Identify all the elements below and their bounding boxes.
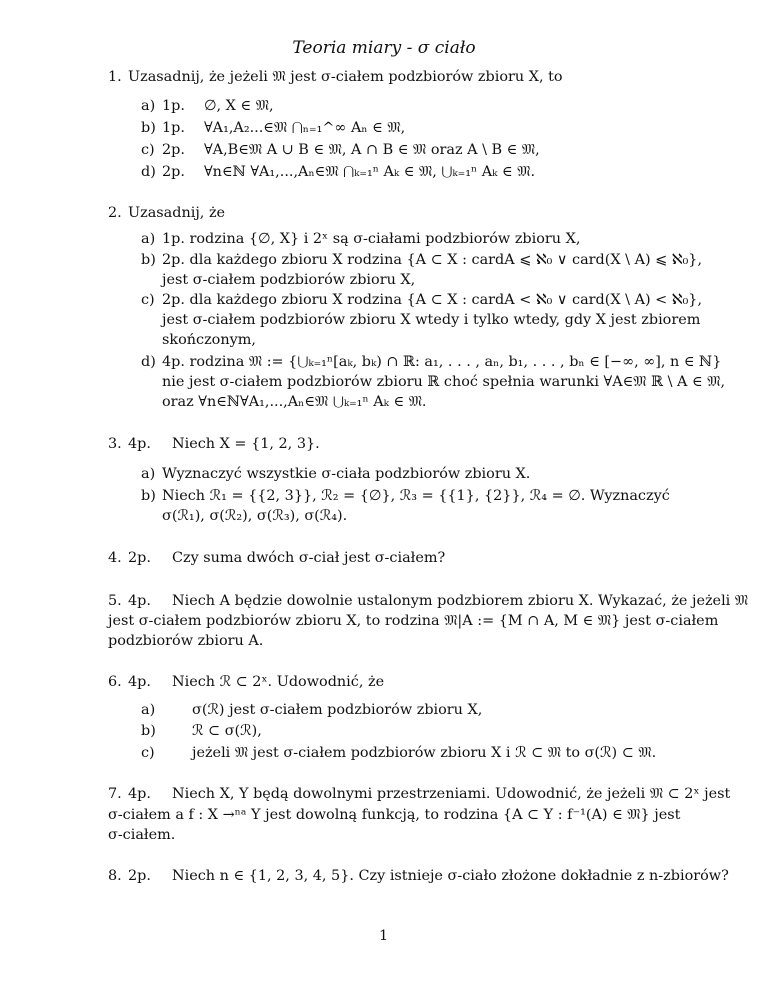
p1-item-b-text: ∀A₁,A₂...∈𝔐 ⋂ₙ₌₁^∞ Aₙ ∈ 𝔐, [204, 120, 406, 136]
p2-item-d-line-3: oraz ∀n∈ℕ∀A₁,...,Aₙ∈𝔐 ⋃ₖ₌₁ⁿ Aₖ ∈ 𝔐. [162, 394, 427, 410]
p1-item-c-text: ∀A,B∈𝔐 A ∪ B ∈ 𝔐, A ∩ B ∈ 𝔐 oraz A \ B ∈ 𝔐, [204, 142, 540, 158]
problem-5-line-3: podzbiorów zbioru A. [108, 633, 264, 649]
p6-item-a-text: σ(ℛ) jest σ-ciałem podzbiorów zbioru X, [192, 702, 483, 718]
p3-item-b-label: b) [141, 488, 156, 504]
problem-8-number: 8. [108, 868, 122, 884]
page-title: Teoria miary - σ ciało [292, 38, 476, 58]
problem-6-text: Niech ℛ ⊂ 2ˣ. Udowodnić, że [172, 674, 385, 690]
problem-7-line-2: σ-ciałem a f : X →ⁿᵃ Y jest dowolną funkcją, to rodzina {A ⊂ Y : f⁻¹(A) ∈ 𝔐} jest [108, 807, 681, 823]
problem-7-points: 4p. [128, 786, 151, 802]
p1-item-d-points: 2p. [162, 164, 185, 180]
p6-item-b-label: b) [141, 723, 156, 739]
problem-5-line-2: jest σ-ciałem podzbiorów zbioru X, to rodzina 𝔐|A := {M ∩ A, M ∈ 𝔐} jest σ-ciałem [108, 613, 719, 629]
p3-item-b-line-1: Niech ℛ₁ = {{2, 3}}, ℛ₂ = {∅}, ℛ₃ = {{1}, {2}}, ℛ₄ = ∅. Wyznaczyć [162, 488, 670, 504]
p1-item-b-points: 1p. [162, 120, 185, 136]
problem-1-text: Uzasadnij, że jeżeli 𝔐 jest σ-ciałem podzbiorów zbioru X, to [128, 69, 563, 85]
p3-item-a-label: a) [141, 466, 156, 482]
problem-4-text: Czy suma dwóch σ-ciał jest σ-ciałem? [172, 550, 446, 566]
p6-item-c-text: jeżeli 𝔐 jest σ-ciałem podzbiorów zbioru X i ℛ ⊂ 𝔐 to σ(ℛ) ⊂ 𝔐. [192, 745, 657, 761]
p2-item-a-line-1: 1p. rodzina {∅, X} i 2ˣ są σ-ciałami podzbiorów zbioru X, [162, 231, 581, 247]
p2-item-d-label: d) [141, 354, 156, 370]
p2-item-c-line-2: jest σ-ciałem podzbiorów zbioru X wtedy i tylko wtedy, gdy X jest zbiorem [162, 312, 701, 328]
p1-item-a-label: a) [141, 98, 156, 114]
problem-7-number: 7. [108, 786, 122, 802]
problem-6-number: 6. [108, 674, 122, 690]
p1-item-a-text: ∅, X ∈ 𝔐, [204, 98, 274, 114]
p1-item-a-points: 1p. [162, 98, 185, 114]
p6-item-a-label: a) [141, 702, 156, 718]
problem-6-points: 4p. [128, 674, 151, 690]
problem-1-number: 1. [108, 69, 122, 85]
p2-item-b-line-1: 2p. dla każdego zbioru X rodzina {A ⊂ X : cardA ⩽ ℵ₀ ∨ card(X \ A) ⩽ ℵ₀}, [162, 252, 703, 268]
problem-4-number: 4. [108, 550, 122, 566]
problem-7-line-1: Niech X, Y będą dowolnymi przestrzeniami. Udowodnić, że jeżeli 𝔐 ⊂ 2ˣ jest [172, 786, 731, 802]
problem-3-points: 4p. [128, 436, 151, 452]
page-number: 1 [379, 928, 389, 944]
p6-item-c-label: c) [141, 745, 155, 761]
p1-item-b-label: b) [141, 120, 156, 136]
problem-8-text: Niech n ∈ {1, 2, 3, 4, 5}. Czy istnieje σ-ciało złożone dokładnie z n-zbiorów? [172, 868, 729, 884]
p3-item-b-line-2: σ(ℛ₁), σ(ℛ₂), σ(ℛ₃), σ(ℛ₄). [162, 508, 348, 524]
problem-8-points: 2p. [128, 868, 151, 884]
problem-5-number: 5. [108, 593, 122, 609]
p2-item-c-line-3: skończonym, [162, 332, 256, 348]
p2-item-a-label: a) [141, 231, 156, 247]
problem-7-line-3: σ-ciałem. [108, 827, 176, 843]
p1-item-c-points: 2p. [162, 142, 185, 158]
p1-item-c-label: c) [141, 142, 155, 158]
problem-4-points: 2p. [128, 550, 151, 566]
p2-item-d-line-2: nie jest σ-ciałem podzbiorów zbioru ℝ choć spełnia warunki ∀A∈𝔐 ℝ \ A ∈ 𝔐, [162, 374, 726, 390]
problem-3-text: Niech X = {1, 2, 3}. [172, 436, 320, 452]
p2-item-b-line-2: jest σ-ciałem podzbiorów zbioru X, [162, 272, 416, 288]
problem-3-number: 3. [108, 436, 122, 452]
p3-item-a-line-1: Wyznaczyć wszystkie σ-ciała podzbiorów zbioru X. [162, 466, 531, 482]
problem-5-points: 4p. [128, 593, 151, 609]
p1-item-d-label: d) [141, 164, 156, 180]
p1-item-d-text: ∀n∈ℕ ∀A₁,...,Aₙ∈𝔐 ⋂ₖ₌₁ⁿ Aₖ ∈ 𝔐, ⋃ₖ₌₁ⁿ Aₖ ∈ 𝔐. [204, 164, 536, 180]
p6-item-b-text: ℛ ⊂ σ(ℛ), [192, 723, 262, 739]
p2-item-d-line-1: 4p. rodzina 𝔐 := {⋃ₖ₌₁ⁿ[aₖ, bₖ) ∩ ℝ: a₁, . . . , aₙ, b₁, . . . , bₙ ∈ [−∞, ∞], n ∈ ℕ} [162, 354, 722, 370]
p2-item-c-line-1: 2p. dla każdego zbioru X rodzina {A ⊂ X : cardA < ℵ₀ ∨ card(X \ A) < ℵ₀}, [162, 292, 703, 308]
p2-item-b-label: b) [141, 252, 156, 268]
problem-2-number: 2. [108, 205, 122, 221]
problem-5-line-1: Niech A będzie dowolnie ustalonym podzbiorem zbioru X. Wykazać, że jeżeli 𝔐 [172, 593, 749, 609]
p2-item-c-label: c) [141, 292, 155, 308]
problem-2-text: Uzasadnij, że [128, 205, 226, 221]
